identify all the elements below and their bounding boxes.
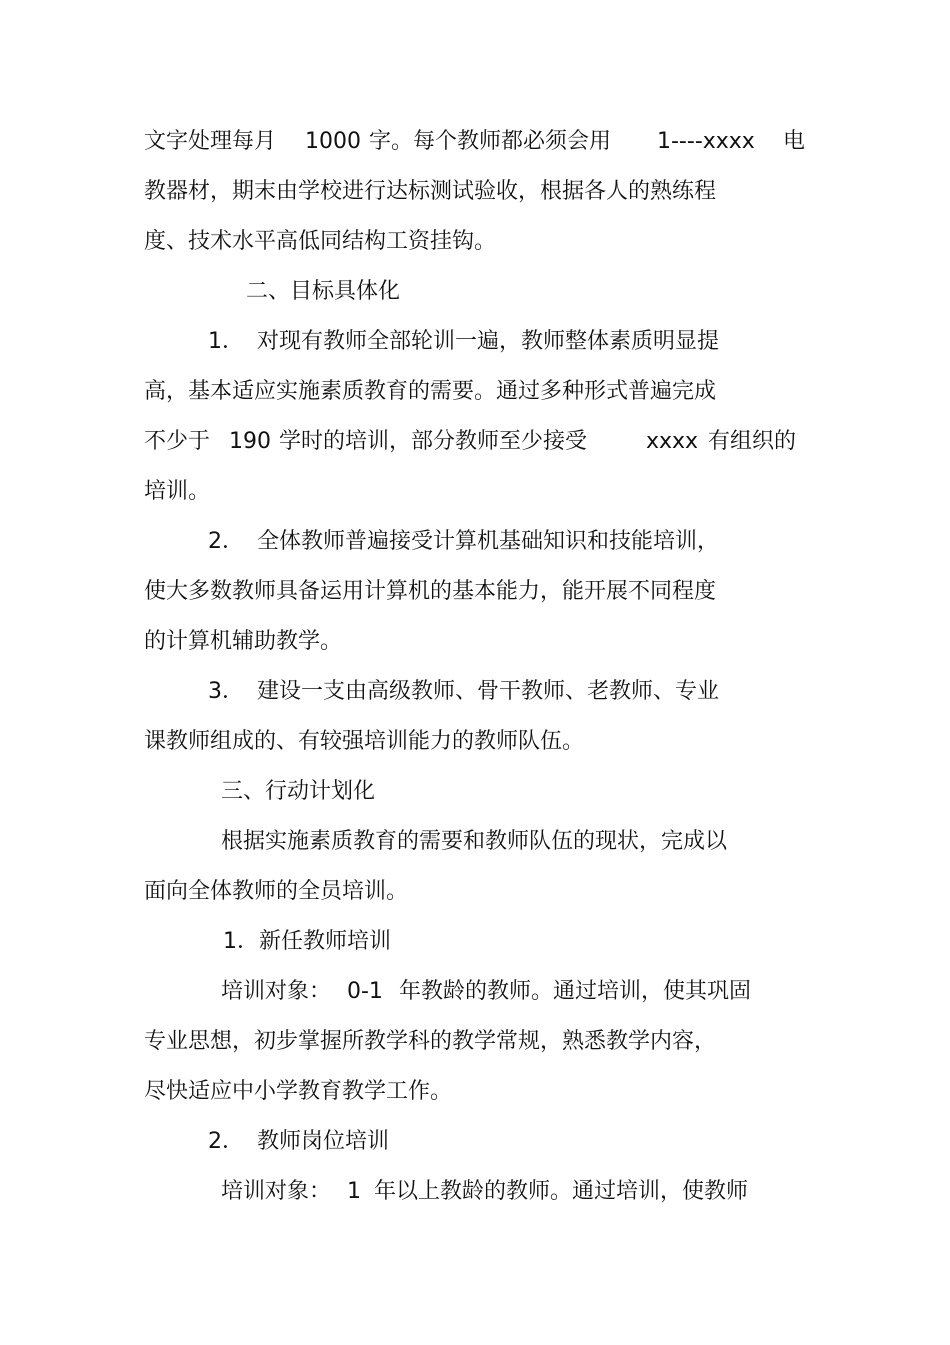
text-segment: xxxx <box>646 429 699 454</box>
heading-text: 1．新任教师培训 <box>223 929 391 954</box>
text-segment: 培训。 <box>144 479 211 504</box>
list-number: 2． <box>208 1129 244 1154</box>
text-segment: 有组织的 <box>708 429 797 454</box>
text-segment: 教器材，期末由学校进行达标测试验收，根据各人的熟练程 <box>144 179 717 204</box>
text-segment: 度、技术水平高低同结构工资挂钩。 <box>144 229 497 254</box>
text-segment: 190 <box>229 429 271 454</box>
heading-text: 教师岗位培训 <box>257 1129 390 1154</box>
text-segment: 使大多数教师具备运用计算机的基本能力，能开展不同程度 <box>144 579 717 604</box>
text-segment: 字。每个教师都必须会用 <box>369 129 612 154</box>
text-segment: 根据实施素质教育的需要和教师队伍的现状，完成以 <box>221 829 728 854</box>
text-segment: 文字处理每月 <box>144 129 277 154</box>
list-number: 1． <box>208 329 244 354</box>
text-segment: 电 <box>783 129 806 154</box>
text-segment: 全体教师普遍接受计算机基础知识和技能培训， <box>257 529 720 554</box>
text-segment: 培训对象： <box>221 979 332 1004</box>
text-segment: 培训对象： <box>221 1179 332 1204</box>
text-segment: 0-1 <box>347 979 383 1004</box>
text-segment: 建设一支由高级教师、骨干教师、老教师、专业 <box>257 679 720 704</box>
text-segment: 1 <box>347 1179 361 1204</box>
text-segment: 1000 <box>305 129 361 154</box>
text-segment: 课教师组成的、有较强培训能力的教师队伍。 <box>144 729 585 754</box>
text-segment: 对现有教师全部轮训一遍，教师整体素质明显提 <box>257 329 720 354</box>
heading-text: 二、目标具体化 <box>246 279 401 304</box>
text-segment: 学时的培训，部分教师至少接受 <box>279 429 588 454</box>
text-segment: 1----xxxx <box>657 129 755 154</box>
text-segment: 年教龄的教师。通过培训，使其巩固 <box>399 979 752 1004</box>
text-segment: 的计算机辅助教学。 <box>144 629 343 654</box>
heading-text: 三、行动计划化 <box>221 779 376 804</box>
text-segment: 尽快适应中小学教育教学工作。 <box>144 1079 453 1104</box>
text-segment: 不少于 <box>144 429 211 454</box>
list-number: 2． <box>208 529 244 554</box>
text-segment: 面向全体教师的全员培训。 <box>144 879 409 904</box>
list-number: 3． <box>208 679 244 704</box>
text-segment: 专业思想，初步掌握所教学科的教学常规，熟悉教学内容， <box>144 1029 717 1054</box>
text-segment: 年以上教龄的教师。通过培训，使教师 <box>374 1179 749 1204</box>
text-segment: 高，基本适应实施素质教育的需要。通过多种形式普遍完成 <box>144 379 717 404</box>
